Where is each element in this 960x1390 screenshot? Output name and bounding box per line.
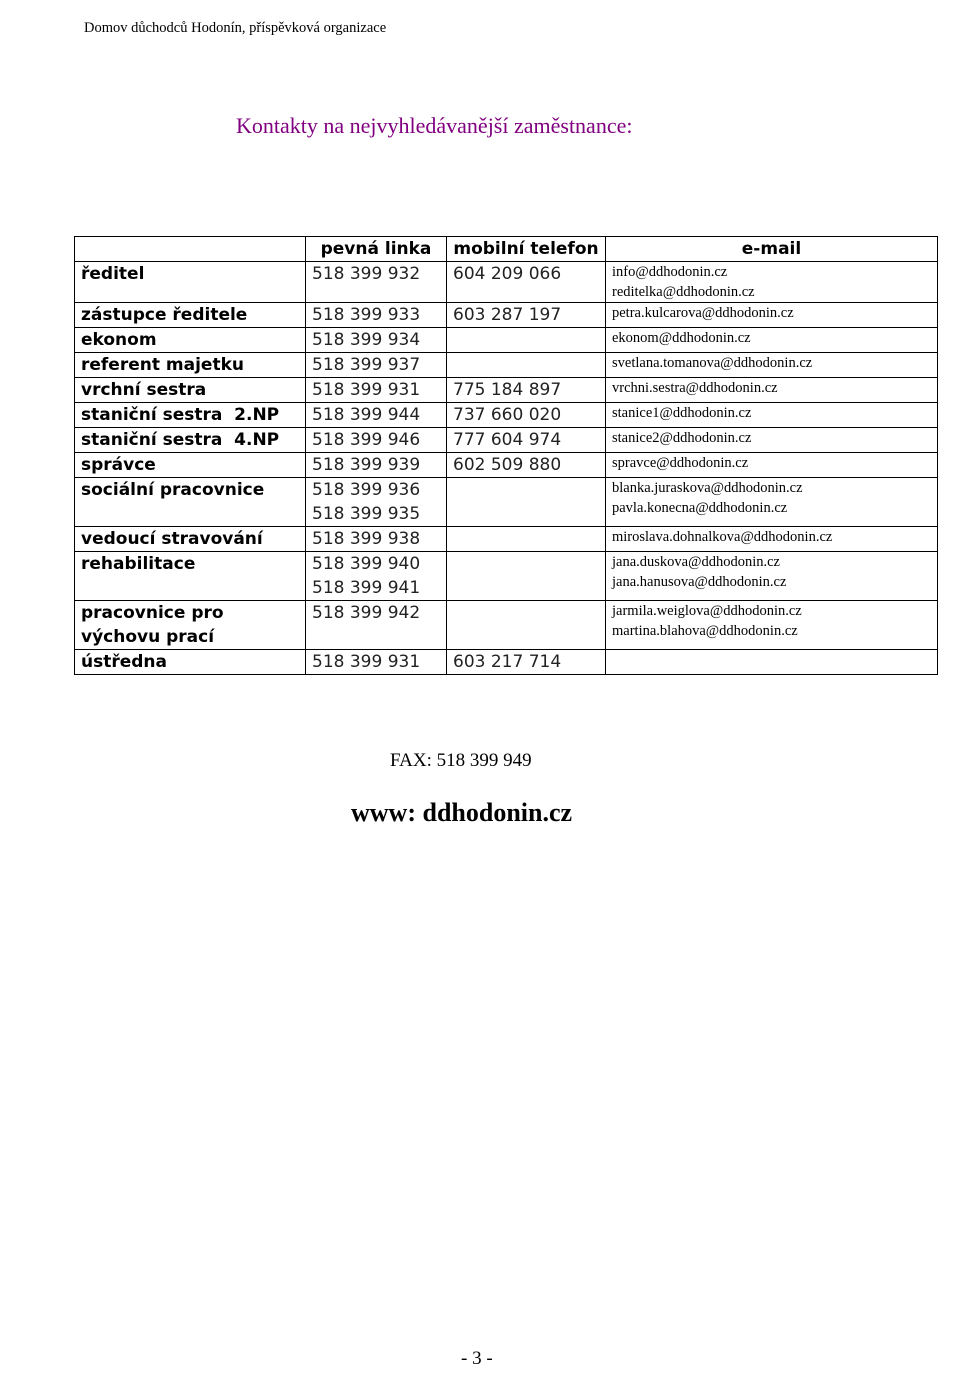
mobile-cell xyxy=(447,328,606,353)
email-link[interactable]: miroslava.dohnalkova@ddhodonin.cz xyxy=(612,529,833,545)
column-header-email: e-mail xyxy=(606,237,938,262)
page-header: Domov důchodců Hodonín, příspěvková organizace xyxy=(84,20,387,36)
table-row xyxy=(75,453,938,478)
table-row xyxy=(75,353,938,378)
mobile-cell xyxy=(447,527,606,552)
table-row xyxy=(75,262,938,303)
mobile-cell: 737 660 020 xyxy=(447,403,606,428)
email-cell xyxy=(606,328,938,353)
table-row xyxy=(75,552,938,601)
email-link[interactable]: jarmila.weiglova@ddhodonin.cz xyxy=(612,603,802,619)
table-row xyxy=(75,403,938,428)
email-link[interactable]: pavla.konecna@ddhodonin.cz xyxy=(612,500,788,516)
email-link[interactable]: spravce@ddhodonin.cz xyxy=(612,455,749,471)
mobile-cell xyxy=(447,601,606,650)
landline-number: 518 399 941 xyxy=(312,578,421,598)
email-link[interactable]: jana.duskova@ddhodonin.cz xyxy=(612,554,780,570)
mobile-cell: 775 184 897 xyxy=(447,378,606,403)
landline-cell: 518 399 938 xyxy=(306,527,447,552)
table-row xyxy=(75,378,938,403)
page-title: Kontakty na nejvyhledávanější zaměstnance: xyxy=(236,113,633,138)
email-link[interactable]: stanice2@ddhodonin.cz xyxy=(612,430,752,446)
mobile-cell xyxy=(447,552,606,601)
landline-cell: 518 399 933 xyxy=(306,303,447,328)
landline-cell: 518 399 934 xyxy=(306,328,447,353)
landline-number: 518 399 940 xyxy=(312,554,421,574)
table-header-row xyxy=(75,237,938,262)
email-link[interactable]: stanice1@ddhodonin.cz xyxy=(612,405,752,421)
email-cell xyxy=(606,601,938,650)
role-cell: ústředna xyxy=(75,650,306,675)
mobile-cell xyxy=(447,353,606,378)
landline-cell: 518 399 942 xyxy=(306,601,447,650)
table-row xyxy=(75,478,938,527)
role-cell: vedoucí stravování xyxy=(75,527,306,552)
landline-cell: 518 399 946 xyxy=(306,428,447,453)
email-link[interactable]: jana.hanusova@ddhodonin.cz xyxy=(612,574,787,590)
email-cell xyxy=(606,478,938,527)
email-cell xyxy=(606,303,938,328)
email-cell xyxy=(606,650,938,675)
fax-number: FAX: 518 399 949 xyxy=(390,750,532,771)
mobile-cell: 777 604 974 xyxy=(447,428,606,453)
role-cell: zástupce ředitele xyxy=(75,303,306,328)
email-cell xyxy=(606,378,938,403)
table-row xyxy=(75,650,938,675)
landline-cell: 518 399 939 xyxy=(306,453,447,478)
mobile-cell: 602 509 880 xyxy=(447,453,606,478)
role-cell: pracovnice pro výchovu prací xyxy=(75,601,306,650)
page-number: - 3 - xyxy=(461,1348,493,1369)
email-cell xyxy=(606,552,938,601)
mobile-cell xyxy=(447,478,606,527)
role-cell: rehabilitace xyxy=(75,552,306,601)
email-link[interactable]: ekonom@ddhodonin.cz xyxy=(612,330,751,346)
email-cell xyxy=(606,403,938,428)
email-cell xyxy=(606,353,938,378)
role-cell: ekonom xyxy=(75,328,306,353)
role-cell: ředitel xyxy=(75,262,306,303)
mobile-cell: 604 209 066 xyxy=(447,262,606,303)
landline-cell: 518 399 937 xyxy=(306,353,447,378)
column-header-role xyxy=(75,237,306,262)
landline-cell xyxy=(306,552,447,601)
role-cell: staniční sestra 4.NP xyxy=(75,428,306,453)
mobile-cell: 603 217 714 xyxy=(447,650,606,675)
email-cell xyxy=(606,428,938,453)
contacts-table xyxy=(74,236,938,675)
email-cell xyxy=(606,262,938,303)
email-link[interactable]: svetlana.tomanova@ddhodonin.cz xyxy=(612,355,813,371)
role-cell: správce xyxy=(75,453,306,478)
landline-number: 518 399 936 xyxy=(312,480,421,500)
landline-cell: 518 399 932 xyxy=(306,262,447,303)
role-cell: staniční sestra 2.NP xyxy=(75,403,306,428)
landline-cell: 518 399 931 xyxy=(306,378,447,403)
column-header-landline: pevná linka xyxy=(306,237,447,262)
table-row xyxy=(75,428,938,453)
email-link[interactable]: reditelka@ddhodonin.cz xyxy=(612,284,755,300)
table-row xyxy=(75,527,938,552)
mobile-cell: 603 287 197 xyxy=(447,303,606,328)
email-link[interactable]: vrchni.sestra@ddhodonin.cz xyxy=(612,380,778,396)
email-link[interactable]: blanka.juraskova@ddhodonin.cz xyxy=(612,480,803,496)
table-row xyxy=(75,328,938,353)
role-cell: vrchní sestra xyxy=(75,378,306,403)
role-cell: referent majetku xyxy=(75,353,306,378)
email-cell xyxy=(606,527,938,552)
landline-cell: 518 399 931 xyxy=(306,650,447,675)
table-row xyxy=(75,601,938,650)
email-cell xyxy=(606,453,938,478)
column-header-mobile: mobilní telefon xyxy=(447,237,606,262)
table-row xyxy=(75,303,938,328)
landline-cell xyxy=(306,478,447,527)
email-link[interactable]: info@ddhodonin.cz xyxy=(612,264,728,280)
email-link[interactable]: martina.blahova@ddhodonin.cz xyxy=(612,623,798,639)
website-link[interactable]: www: ddhodonin.cz xyxy=(351,798,573,827)
role-cell: sociální pracovnice xyxy=(75,478,306,527)
landline-number: 518 399 935 xyxy=(312,504,421,524)
landline-cell: 518 399 944 xyxy=(306,403,447,428)
email-link[interactable]: petra.kulcarova@ddhodonin.cz xyxy=(612,305,794,321)
